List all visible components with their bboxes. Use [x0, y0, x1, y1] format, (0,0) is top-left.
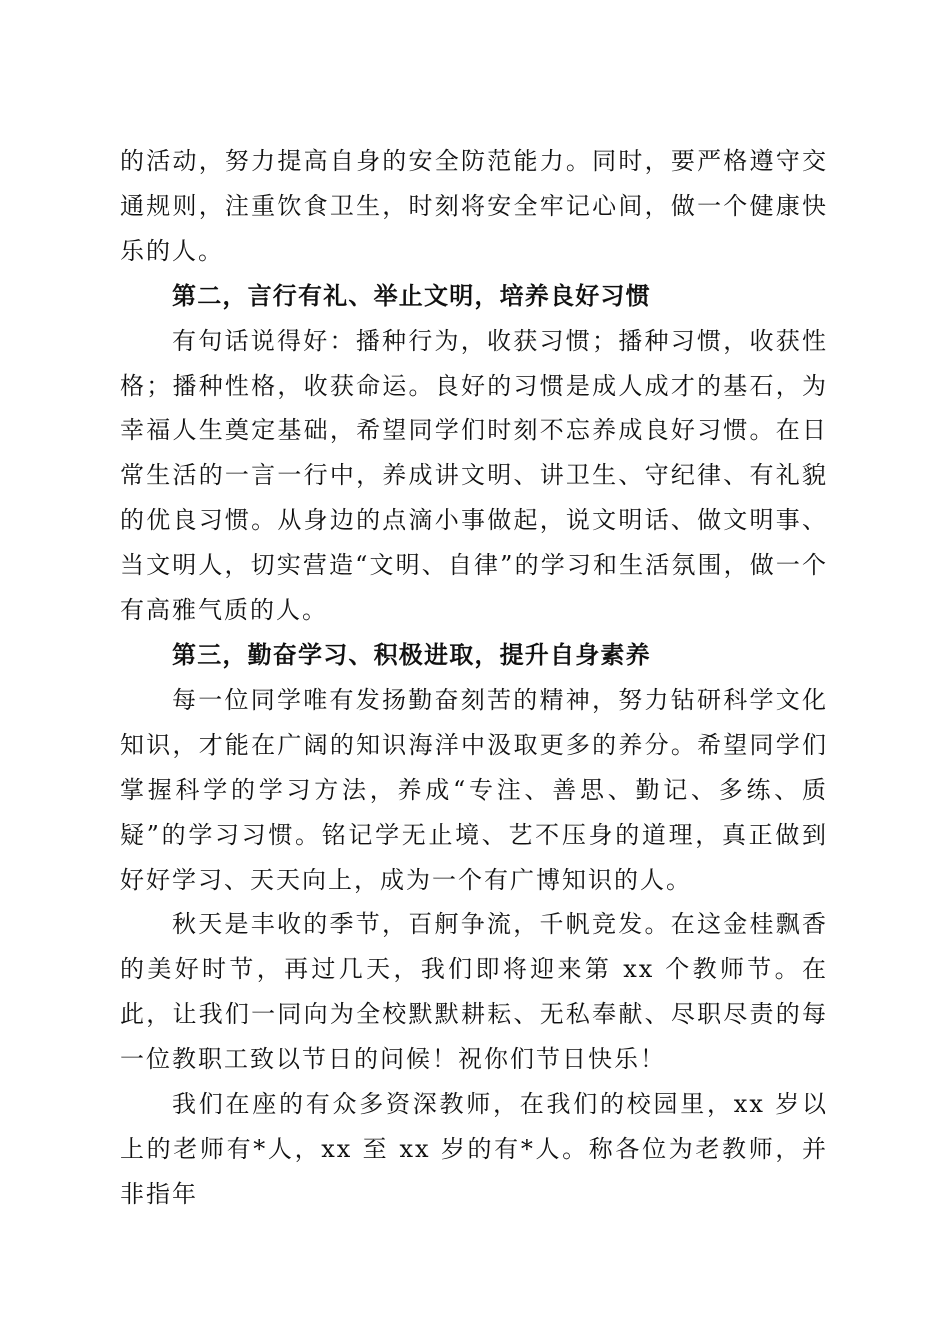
paragraph-study-diligently: 每一位同学唯有发扬勤奋刻苦的精神，努力钻研科学文化知识，才能在广阔的知识海洋中汲取更多的养分。希望同学们掌握科学的学习方法，养成“专注、善思、勤记、多练、质疑”的学习习惯。铭记学无止境、艺不压身的道理，真正做到好好学习、天天向上，成为一个有广博知识的人。 [120, 685, 828, 894]
section-heading-study: 第三，勤奋学习、积极进取，提升自身素养 [172, 639, 651, 669]
paragraph-teachers-day: 秋天是丰收的季节，百舸争流，千帆竞发。在这金桂飘香的美好时节，再过几天，我们即将迎来第 xx 个教师节。在此，让我们一同向为全校默默耕耘、无私奉献、尽职尽责的每一位教职工致以节日的问候！祝你们节日快乐！ [120, 910, 828, 1074]
document-body [120, 139, 828, 1217]
section-heading-manners: 第二，言行有礼、举止文明，培养良好习惯 [172, 280, 651, 310]
paragraph-good-habits: 有句话说得好：播种行为，收获习惯；播种习惯，收获性格；播种性格，收获命运。良好的习惯是成人成才的基石，为幸福人生奠定基础，希望同学们时刻不忘养成良好习惯。在日常生活的一言一行中，养成讲文明、讲卫生、守纪律、有礼貌的优良习惯。从身边的点滴小事做起，说文明话、做文明事、当文明人，切实营造“文明、自律”的学习和生活氛围，做一个有高雅气质的人。 [120, 326, 828, 625]
paragraph-safety-conclusion: 的活动，努力提高自身的安全防范能力。同时，要严格遵守交通规则，注重饮食卫生，时刻将安全牢记心间，做一个健康快乐的人。 [120, 147, 828, 265]
paragraph-senior-teachers: 我们在座的有众多资深教师，在我们的校园里，xx 岁以上的老师有*人，xx 至 xx 岁的有*人。称各位为老教师，并非指年 [120, 1090, 828, 1208]
